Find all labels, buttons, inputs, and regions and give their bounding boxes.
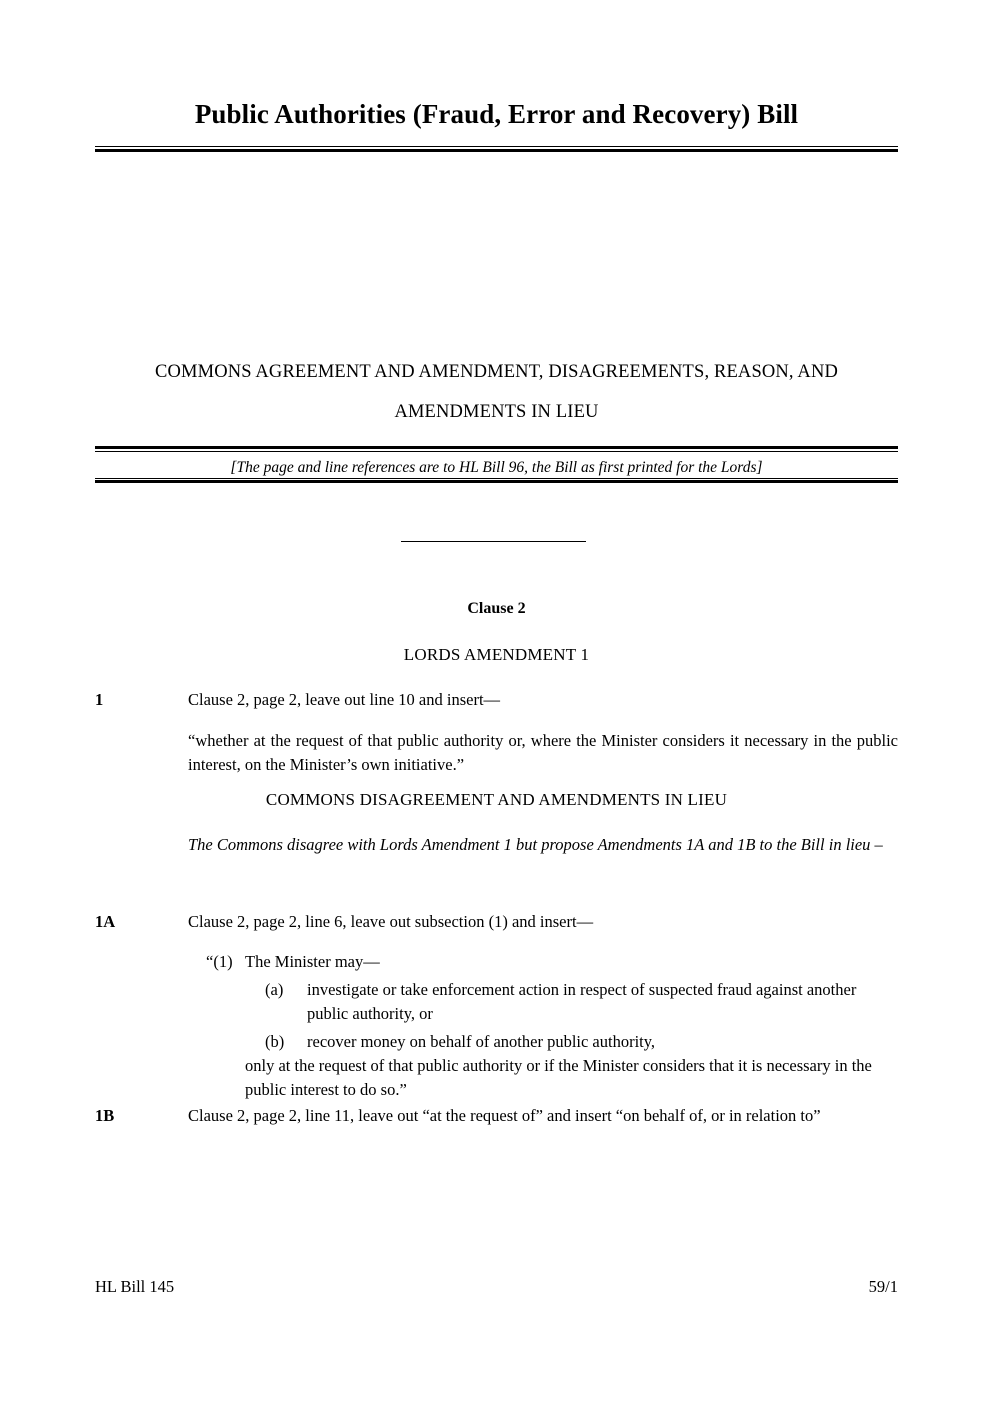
amendment-1-number: 1 [95, 690, 104, 709]
document-subtitle-line-1: COMMONS AGREEMENT AND AMENDMENT, DISAGREEMENTS, REASON, AND [155, 362, 838, 382]
page-footer [95, 1277, 898, 1297]
clause-heading: Clause 2 [467, 600, 526, 617]
amendment-1b-number: 1B [95, 1106, 115, 1125]
amendment-1-body [188, 688, 898, 777]
amendment-1a-number: 1A [95, 912, 116, 931]
reference-note: [The page and line references are to HL Bill 96, the Bill as first printed for the Lords] [230, 459, 763, 476]
amendment-1b-instruction: Clause 2, page 2, line 11, leave out “at the request of” and insert “on behalf of, or in relation to” [188, 1106, 821, 1125]
document-subtitle-line-2: AMENDMENTS IN LIEU [394, 402, 599, 422]
amendment-1-inserted-text: “whether at the request of that public authority or, where the Minister considers it necessary in the public interest, on the Minister’s own initiative.” [188, 731, 898, 774]
amendment-1a-item-a-marker: (a) [265, 980, 284, 999]
section-divider-rule [401, 541, 586, 542]
amendment-1a-item-b-marker: (b) [265, 1032, 285, 1051]
commons-disagreement-note: The Commons disagree with Lords Amendment 1 but propose Amendments 1A and 1B to the Bill in lieu – [188, 835, 883, 854]
amendment-1-instruction: Clause 2, page 2, leave out line 10 and insert— [188, 690, 501, 709]
reference-note-bottom-rule [95, 478, 898, 484]
page-title: Public Authorities (Fraud, Error and Recovery) Bill [194, 99, 799, 129]
amendment-1a-subsection-text: The Minister may— [245, 952, 380, 971]
amendment-1a-body [188, 910, 898, 1102]
lords-amendment-heading: LORDS AMENDMENT 1 [403, 645, 590, 664]
title-double-rule [95, 146, 898, 152]
amendment-1a-item-a-text: investigate or take enforcement action in respect of suspected fraud against another public authority, or [307, 980, 857, 1023]
amendment-1b-block [95, 1104, 898, 1128]
footer-page-reference: 59/1 [868, 1277, 898, 1296]
amendment-1a-item-b-text: recover money on behalf of another public authority, [307, 1032, 656, 1051]
amendment-1a-instruction: Clause 2, page 2, line 6, leave out subsection (1) and insert— [188, 912, 594, 931]
amendment-1a-closing-text: only at the request of that public authority or if the Minister considers that it is necessary in the public interest to do so.” [245, 1056, 872, 1099]
amendment-1a-item-a [188, 978, 898, 1026]
amendment-1-block [95, 688, 898, 777]
footer-bill-reference: HL Bill 145 [95, 1277, 175, 1296]
document-subtitle [95, 352, 898, 432]
commons-disagreement-heading: COMMONS DISAGREEMENT AND AMENDMENTS IN LIEU [265, 790, 728, 809]
amendment-1a-block [95, 910, 898, 1102]
reference-note-top-rule [95, 446, 898, 452]
amendment-1a-item-b [188, 1030, 898, 1054]
amendment-1b-body [188, 1104, 898, 1128]
amendment-1a-subsection-1 [188, 950, 898, 974]
amendment-1a-subsection-marker: “(1) [206, 952, 233, 971]
